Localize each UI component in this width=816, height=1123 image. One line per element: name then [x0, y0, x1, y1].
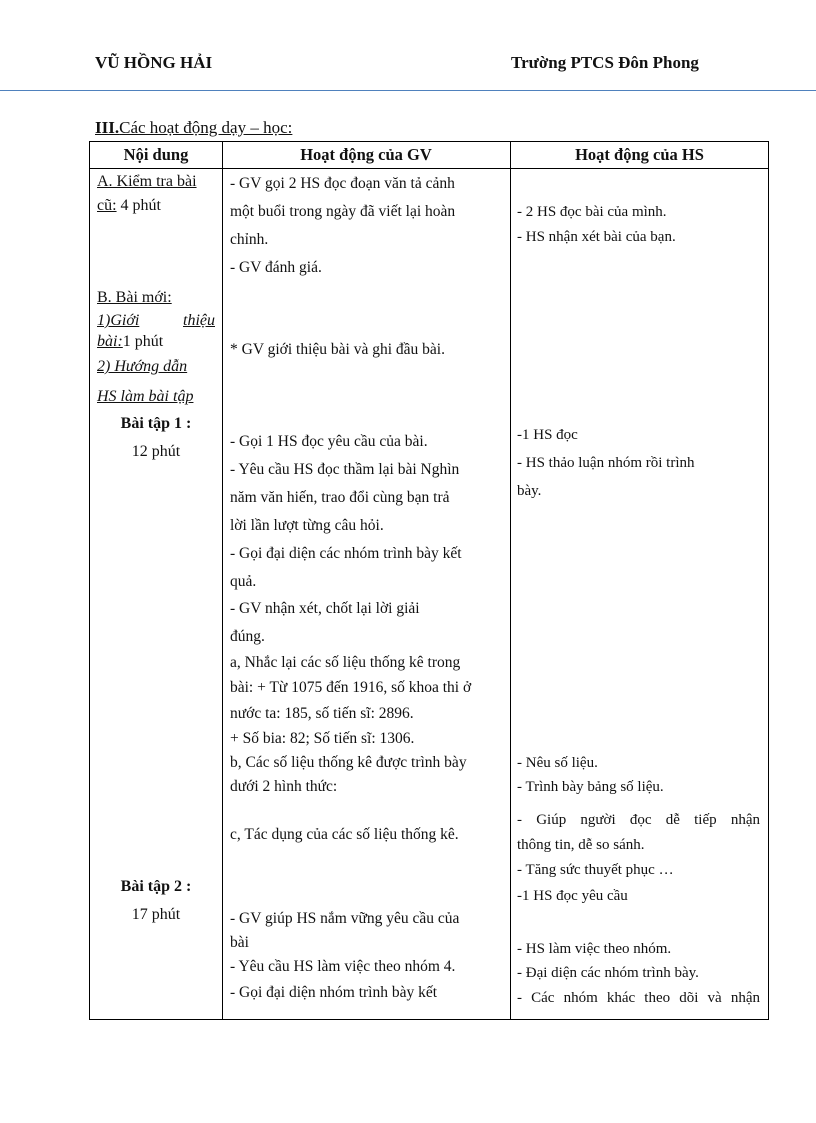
exercise-1-time: 12 phút — [131, 443, 181, 460]
column-divider-2 — [510, 142, 511, 1019]
gv-line: năm văn hiến, trao đổi cùng bạn trả — [230, 489, 450, 506]
section-text: Các hoạt động dạy – học: — [119, 118, 293, 137]
section-roman: III. — [95, 118, 120, 137]
gv-line: bài — [230, 934, 249, 951]
column-header-teacher: Hoạt động của GV — [300, 145, 432, 164]
hs-line: thông tin, dễ so sánh. — [517, 837, 645, 853]
column-header-content: Nội dung — [123, 145, 189, 164]
gv-line: nước ta: 185, số tiến sĩ: 2896. — [230, 705, 414, 722]
hs-line: - HS thảo luận nhóm rồi trình — [517, 455, 695, 471]
header-school: Trường PTCS Đôn Phong — [511, 53, 699, 72]
exercise-2-title: Bài tập 2 : — [120, 878, 192, 895]
activities-table — [89, 141, 769, 1020]
header-author: VŨ HỒNG HẢI — [95, 53, 213, 72]
hs-line: -1 HS đọc — [517, 427, 578, 443]
exercise-2-time: 17 phút — [131, 906, 181, 923]
gv-line: - GV giúp HS nắm vững yêu cầu của — [230, 910, 460, 927]
gv-line: - Gọi đại diện các nhóm trình bày kết — [230, 545, 462, 562]
hs-line: bày. — [517, 483, 542, 499]
hs-line: - Các nhóm khác theo dõi và nhận — [517, 990, 760, 1006]
content-b1-time: bài:1 phút — [97, 333, 164, 350]
gv-line: chỉnh. — [230, 231, 269, 248]
content-b2-guide: 2) Hướng dẫn — [97, 358, 188, 375]
content-a-title: A. Kiểm tra bài — [97, 173, 197, 190]
gv-line: c, Tác dụng của các số liệu thống kê. — [230, 826, 459, 843]
hs-line: - Nêu số liệu. — [517, 755, 598, 771]
gv-line: * GV giới thiệu bài và ghi đầu bài. — [230, 341, 445, 358]
gv-line: một buổi trong ngày đã viết lại hoàn — [230, 203, 456, 220]
content-b2-guide-2: HS làm bài tập — [97, 388, 194, 405]
gv-line: dưới 2 hình thức: — [230, 778, 338, 795]
hs-line: - 2 HS đọc bài của mình. — [517, 204, 667, 220]
gv-line: - GV gọi 2 HS đọc đoạn văn tả cảnh — [230, 175, 455, 192]
hs-line: - Trình bày bảng số liệu. — [517, 779, 664, 795]
gv-line: a, Nhắc lại các số liệu thống kê trong — [230, 654, 461, 671]
gv-line: - Gọi 1 HS đọc yêu cầu của bài. — [230, 433, 428, 450]
hs-line: - Giúp người đọc dễ tiếp nhận — [517, 812, 760, 828]
gv-line: - Yêu cầu HS làm việc theo nhóm 4. — [230, 958, 456, 975]
gv-line: đúng. — [230, 628, 265, 645]
column-divider-1 — [222, 142, 223, 1019]
hs-line: -1 HS đọc yêu cầu — [517, 888, 628, 904]
hs-line: - HS làm việc theo nhóm. — [517, 941, 672, 957]
gv-line: bài: + Từ 1075 đến 1916, số khoa thi ở — [230, 679, 472, 696]
gv-line: lời lần lượt từng câu hỏi. — [230, 517, 384, 534]
gv-line: - Yêu cầu HS đọc thầm lại bài Nghìn — [230, 461, 460, 478]
gv-line: + Số bia: 82; Số tiến sĩ: 1306. — [230, 730, 415, 747]
content-b1-intro: 1)Giới thiệu — [97, 312, 215, 329]
header-row-divider — [90, 168, 768, 169]
gv-line: - Gọi đại diện nhóm trình bày kết — [230, 984, 438, 1001]
gv-line: - GV đánh giá. — [230, 259, 322, 276]
content-a-time: cũ: 4 phút — [97, 197, 161, 214]
hs-line: - HS nhận xét bài của bạn. — [517, 229, 676, 245]
section-title — [95, 118, 292, 138]
content-b-title: B. Bài mới: — [97, 289, 172, 306]
header-divider — [0, 90, 816, 91]
hs-line: - Đại diện các nhóm trình bày. — [517, 965, 699, 981]
gv-line: b, Các số liệu thống kê được trình bày — [230, 754, 467, 771]
gv-line: quả. — [230, 573, 257, 590]
column-header-student: Hoạt động của HS — [575, 145, 704, 164]
hs-line: - Tăng sức thuyết phục … — [517, 862, 674, 878]
gv-line: - GV nhận xét, chốt lại lời giải — [230, 600, 420, 617]
exercise-1-title: Bài tập 1 : — [120, 415, 192, 432]
